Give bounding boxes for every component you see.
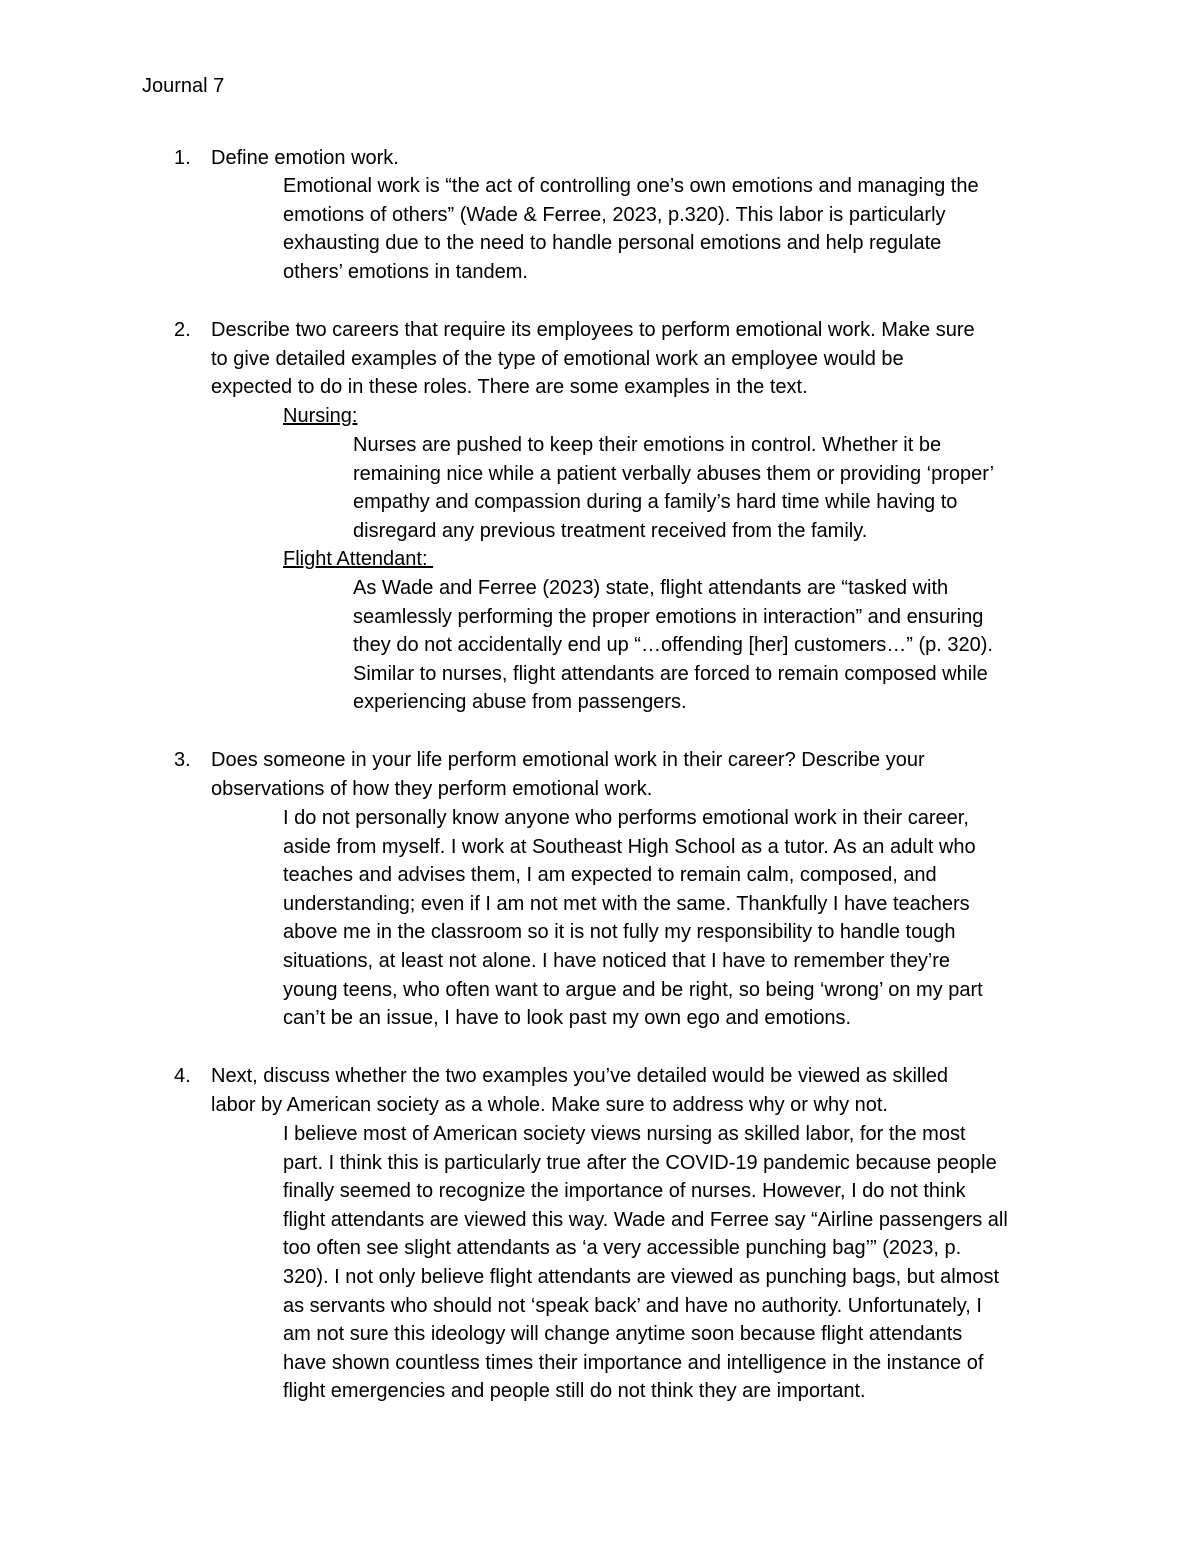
question-1-answer: Emotional work is “the act of controlling one’s own emotions and managing the emotions of others” (Wade & Ferree, 2023, p.320). This labor is particularly exhausting due to the need to handle personal emotions and help regulate others’ emotions in tandem.	[283, 175, 979, 283]
question-3-text: Does someone in your life perform emotional work in their career? Describe your observations of how they perform emotional work.	[211, 749, 925, 800]
question-2-text: Describe two careers that require its employees to perform emotional work. Make sure to give detailed examples of the type of emotional work an employee would be expected to do in these roles. There are some examples in the text.	[211, 319, 975, 399]
question-4-number: 4.	[174, 1065, 191, 1087]
document-title: Journal 7	[142, 75, 225, 97]
question-2-number: 2.	[174, 319, 191, 341]
career-text-nursing: Nurses are pushed to keep their emotions in control. Whether it be remaining nice while a patient verbally abuses them or providing ‘proper’ empathy and compassion during a family’s hard time while having to disregard any previous treatment received from the family.	[353, 434, 995, 542]
career-heading-flight-attendant: Flight Attendant:	[283, 548, 434, 570]
career-heading-nursing: Nursing:	[283, 405, 358, 427]
question-1-number: 1.	[174, 147, 191, 169]
question-4-text: Next, discuss whether the two examples you’ve detailed would be viewed as skilled labor by American society as a whole. Make sure to address why or why not.	[211, 1065, 949, 1116]
career-text-flight-attendant: As Wade and Ferree (2023) state, flight attendants are “tasked with seamlessly performing the proper emotions in interaction” and ensuring they do not accidentally end up “…offending [her] customers…” (p. 320). Similar to nurses, flight attendants are forced to remain composed while experiencing abuse from passengers.	[353, 577, 993, 714]
question-4-answer: I believe most of American society views nursing as skilled labor, for the most part. I think this is particularly true after the COVID-19 pandemic because people finally seemed to recognize the importance of nurses. However, I do not think flight attendants are viewed this way. Wade and Ferree say “Airline passengers all too often see slight attendants as ‘a very accessible punching bag’” (2023, p. 320). I not only believe flight attendants are viewed as punching bags, but almost as servants who should not ‘speak back’ and have no authority. Unfortunately, I am not sure this ideology will change anytime soon because flight attendants have shown countless times their importance and intelligence in the instance of flight emergencies and people still do not think they are important.	[283, 1123, 1008, 1403]
question-1-text: Define emotion work.	[211, 147, 399, 169]
question-3-number: 3.	[174, 749, 191, 771]
question-3-answer: I do not personally know anyone who performs emotional work in their career, aside from myself. I work at Southeast High School as a tutor. As an adult who teaches and advises them, I am expected to remain calm, composed, and understanding; even if I am not met with the same. Thankfully I have teachers above me in the classroom so it is not fully my responsibility to handle tough situations, at least not alone. I have noticed that I have to remember they’re young teens, who often want to argue and be right, so being ‘wrong’ on my part can’t be an issue, I have to look past my own ego and emotions.	[283, 807, 983, 1030]
